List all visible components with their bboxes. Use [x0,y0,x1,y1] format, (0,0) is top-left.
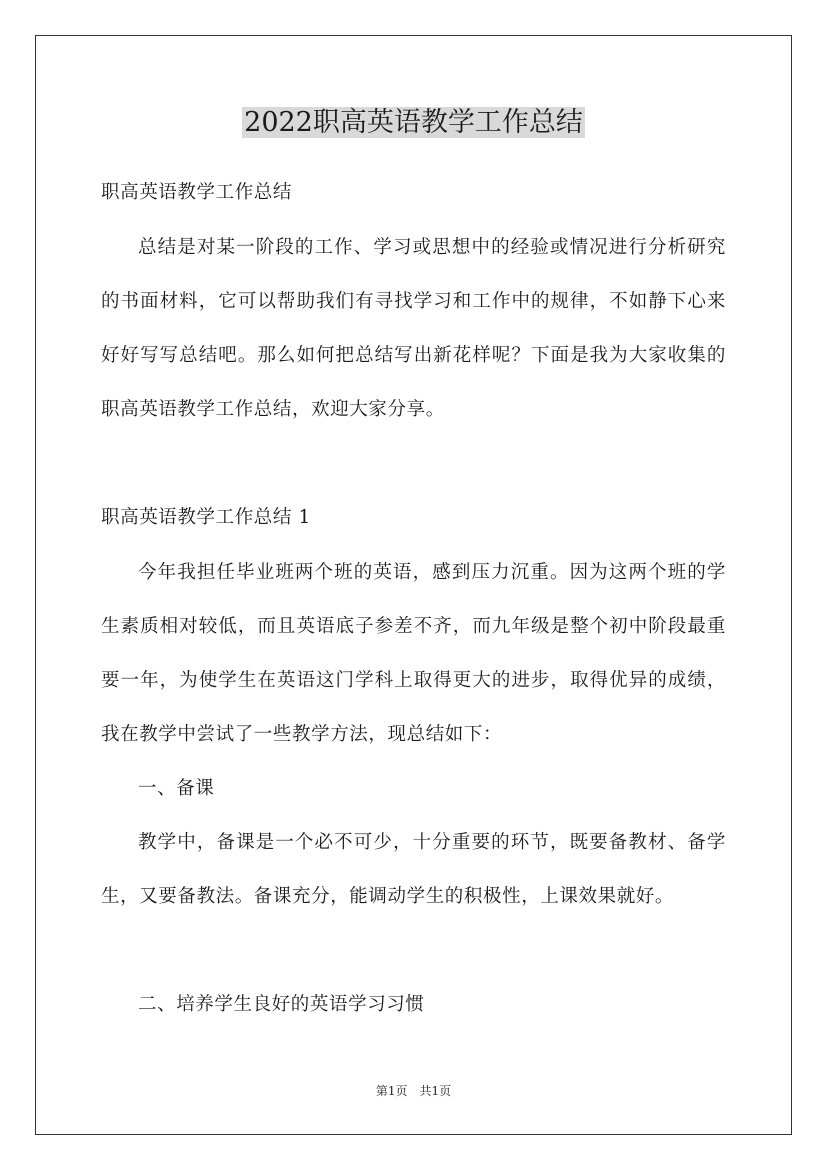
document-title-text: 2022职高英语教学工作总结 [244,107,583,138]
section1-heading: 职高英语教学工作总结 1 [101,507,311,528]
page-footer: 第1页 共1页 [375,1084,452,1098]
intro-paragraph: 总结是对某一阶段的工作、学习或思想中的经验或情况进行分析研究的书面材料，它可以帮助我们有寻找学习和工作中的规律，不如静下心来好好写写总结吧。那么如何把总结写出新花样呢？下面是我为大家收集的职高英语教学工作总结，欢迎大家分享。 [101,237,726,420]
document-title [0,104,827,142]
point1-paragraph: 教学中，备课是一个必不可少，十分重要的环节，既要备教材、备学生，又要备教法。备课充分，能调动学生的积极性，上课效果就好。 [101,832,726,907]
point1-heading: 一、备课 [138,778,215,799]
section1-paragraph: 今年我担任毕业班两个班的英语，感到压力沉重。因为这两个班的学生素质相对较低，而且英语底子参差不齐，而九年级是整个初中阶段最重要一年，为使学生在英语这门学科上取得更大的进步，取得优异的成绩，我在教学中尝试了一些教学方法，现总结如下： [101,562,726,745]
point2-heading: 二、培养学生良好的英语学习习惯 [138,994,425,1015]
intro-heading: 职高英语教学工作总结 [101,182,293,203]
